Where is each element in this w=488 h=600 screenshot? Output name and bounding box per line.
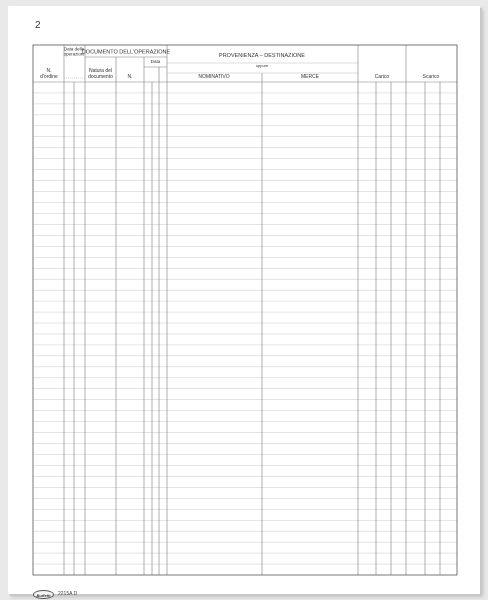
provenienza-title: PROVENIENZA – DESTINAZIONE [219,53,305,59]
natura-label-1: Natura del [88,68,113,74]
register-sheet [8,6,480,598]
data-operazione-label-2: operazioni [63,51,85,57]
merce-label: MERCE [300,74,320,80]
oppure-label: oppure [255,63,269,68]
numero-label: N. [127,74,133,80]
documento-title: DOCUMENTO DELL'OPERAZIONE [81,49,171,56]
table-row-rules [33,93,457,564]
form-code: 2215A D [58,591,78,597]
register-table [8,6,480,594]
natura-label-2: documento [88,74,113,80]
table-frame [33,45,457,575]
data-label: Data [150,59,161,64]
table-column-rules [64,45,440,575]
carico-label: Carico [374,74,390,80]
n-ordine-label-1: N. [46,68,52,74]
scarico-label: Scarico [422,74,440,80]
n-ordine-label-2: d'ordine [40,74,58,80]
page-number: 2 [35,20,42,31]
nominativo-label: NOMINATIVO [198,74,230,80]
brand-logo: Buffetti [33,590,54,599]
data-operazione-label-1: Data delle [63,46,85,52]
